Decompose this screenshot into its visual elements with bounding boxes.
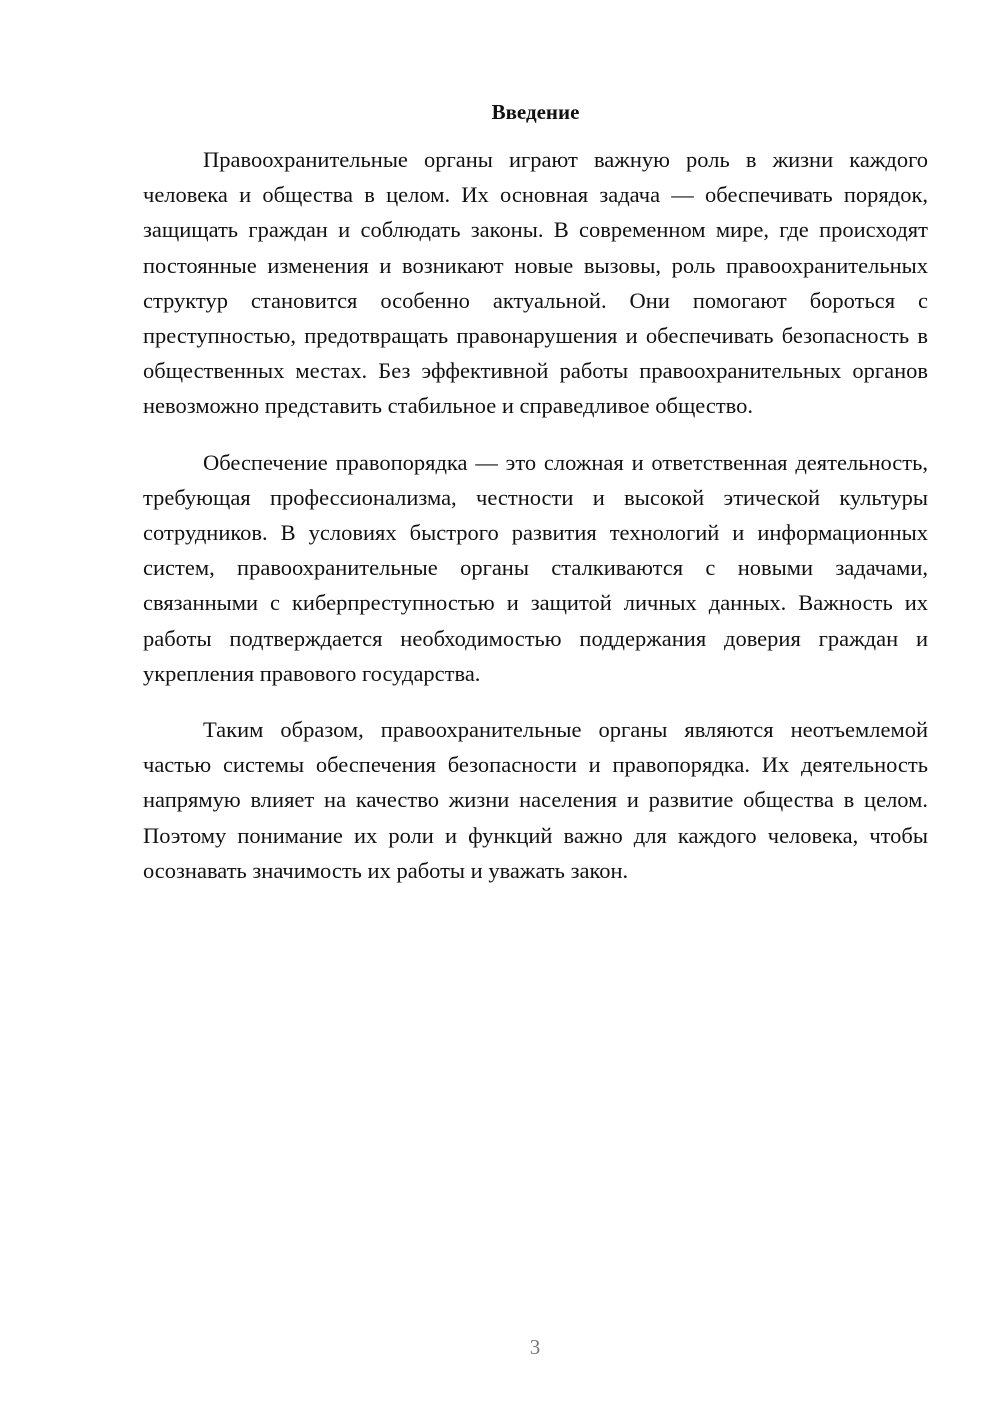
paragraph-2: Обеспечение правопорядка — это сложная и ответственная деятельность, требующая профессионализма, честности и высокой этической культуры сотрудников. В условиях быстрого развития технологий и информационных систем, правоохранительные органы сталкиваются с новыми задачами, связанными с киберпреступностью и защитой личных данных. Важность их работы подтверждается необходимостью поддержания доверия граждан и укрепления правового государства. xyxy=(143,449,928,686)
body-text xyxy=(143,142,928,909)
paragraph-3: Таким образом, правоохранительные органы являются неотъемлемой частью системы обеспечения безопасности и правопорядка. Их деятельность напрямую влияет на качество жизни населения и развитие общества в целом. Поэтому понимание их роли и функций важно для каждого человека, чтобы осознавать значимость их работы и уважать закон. xyxy=(143,717,928,883)
page-title: Введение xyxy=(491,100,580,124)
page-number: 3 xyxy=(529,1335,541,1359)
paragraph-1: Правоохранительные органы играют важную роль в жизни каждого человека и общества в целом. Их основная задача — обеспечивать порядок, защищать граждан и соблюдать законы. В современном мире, где происходят постоянные изменения и возникают новые вызовы, роль правоохранительных структур становится особенно актуальной. Они помогают бороться с преступностью, предотвращать правонарушения и обеспечивать безопасность в общественных местах. Без эффективной работы правоохранительных органов невозможно представить стабильное и справедливое общество. xyxy=(143,147,928,419)
